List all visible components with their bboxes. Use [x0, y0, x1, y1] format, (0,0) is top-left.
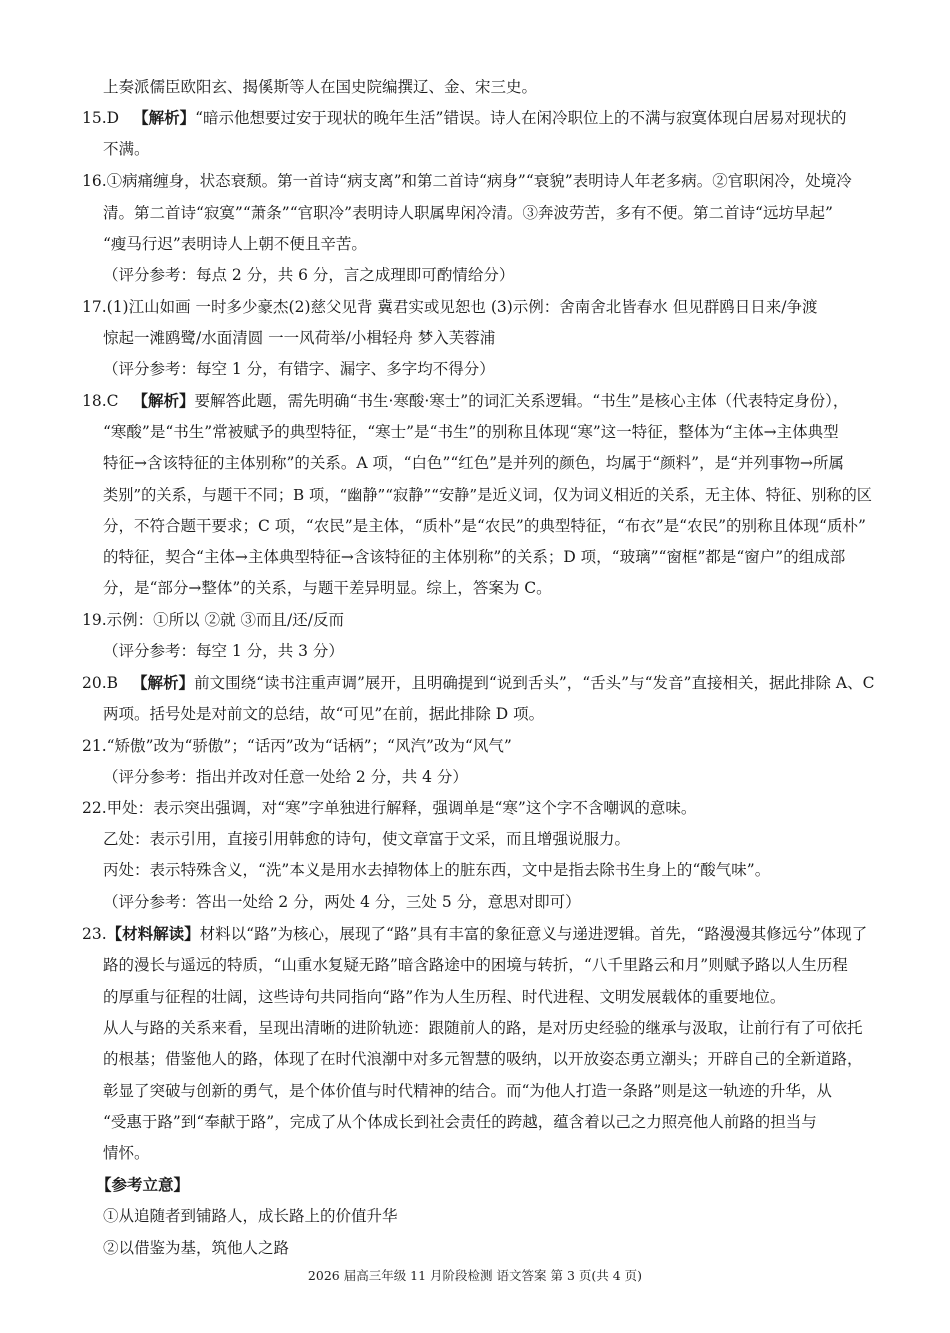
- q18-line-7: [0, 578, 950, 598]
- text: 特征→含该特征的主体别称”的关系。A 项，“白色”“红色”是并列的颜色，均属于“颜料”，是“并列事物→所属: [103, 454, 844, 472]
- q18-line-6: [0, 547, 950, 567]
- q16-scoring: [0, 265, 950, 285]
- q18-line-5: [0, 516, 950, 536]
- q17-scoring: [0, 359, 950, 379]
- reference-item: ①从追随者到铺路人，成长路上的价值升华: [103, 1207, 398, 1225]
- q17-line-2: [0, 328, 950, 348]
- question-number: 20.B: [82, 674, 119, 692]
- analysis-tag: 【解析】: [132, 391, 195, 410]
- text: “受惠于路”到“奉献于路”，完成了从个体成长到社会责任的跨越，蕴含着以己之力照亮他人前路的担当与: [103, 1113, 817, 1131]
- continuation-line: [0, 77, 950, 97]
- text: 路的漫长与遥远的特质，“山重水复疑无路”暗含路途中的困境与转折，“八千里路云和月”则赋予路以人生历程: [103, 956, 848, 974]
- q16-line-1: [0, 171, 950, 191]
- page-footer: 2026 届高三年级 11 月阶段检测 语文答案 第 3 页(共 4 页): [307, 1268, 643, 1283]
- scoring-note: （评分参考：指出并改对任意一处给 2 分，共 4 分）: [103, 768, 468, 786]
- text: 前文围绕“读书注重声调”展开，且明确提到“说到舌头”，“舌头”与“发音”直接相关，据此排除 A、C: [194, 674, 875, 692]
- text: 材料以“路”为核心，展现了“路”具有丰富的象征意义与递进逻辑。首先，“路漫漫其修远兮”体现了: [199, 925, 868, 943]
- text: 的厚重与征程的壮阔，这些诗句共同指向“路”作为人生历程、时代进程、文明发展载体的重要地位。: [103, 988, 786, 1006]
- q23-line-2: [0, 955, 950, 975]
- text: 的特征，契合“主体→主体典型特征→含该特征的主体别称”的关系；D 项，“玻璃”“窗框”都是“窗户”的组成部: [103, 548, 846, 566]
- text: 惊起一滩鸥鹭/水面清圆 一一风荷举/小楫轻舟 梦入芙蓉浦: [103, 329, 496, 347]
- text: 类别”的关系，与题干不同；B 项，“幽静”“寂静”“安静”是近义词，仅为词义相近的关系，无主体、特征、别称的区: [103, 486, 872, 504]
- text: “瘦马行迟”表明诗人上朝不便且辛苦。: [103, 235, 367, 253]
- text: 要解答此题，需先明确“书生·寒酸·寒士”的词汇关系逻辑。“书生”是核心主体（代表特定身份），: [194, 392, 849, 410]
- q22-scoring: [0, 892, 950, 912]
- reference-title: [0, 1175, 950, 1195]
- scoring-note: （评分参考：每空 1 分，共 3 分）: [103, 642, 344, 660]
- question-number: 15.D: [82, 109, 120, 127]
- text: 16.①病痛缠身，状态衰颓。第一首诗“病支离”和第二首诗“病身”“衰貌”表明诗人年老多病。②官职闲冷，处境冷: [82, 172, 852, 190]
- q23-line-7: [0, 1112, 950, 1132]
- q23-line-6: [0, 1081, 950, 1101]
- q18-line-2: [0, 422, 950, 442]
- scoring-note: （评分参考：答出一处给 2 分，两处 4 分，三处 5 分，意思对即可）: [103, 893, 581, 911]
- text: 的根基；借鉴他人的路，体现了在时代浪潮中对多元智慧的吸纳，以开放姿态勇立潮头；开辟自己的全新道路，: [103, 1050, 863, 1068]
- text: 上奏派儒臣欧阳玄、揭傒斯等人在国史院编撰辽、金、宋三史。: [103, 78, 538, 96]
- scoring-note: （评分参考：每点 2 分，共 6 分，言之成理即可酌情给分）: [103, 266, 515, 284]
- text: 22.甲处：表示突出强调，对“寒”字单独进行解释，强调单是“寒”这个字不含嘲讽的意味。: [82, 799, 697, 817]
- q22-line-1: [0, 798, 950, 818]
- text: 17.(1)江山如画 一时多少豪杰(2)慈父见背 冀君实或见恕也 (3)示例：舍南舍北皆春水 但见群鸥日日来/争渡: [82, 298, 818, 316]
- text: 分，不符合题干要求；C 项，“农民”是主体，“质朴”是“农民”的典型特征，“布衣”是“农民”的别称且体现“质朴”: [103, 517, 866, 535]
- text: 丙处：表示特殊含义，“洗”本义是用水去掉物体上的脏东西，文中是指去除书生身上的“酸气味”。: [103, 861, 771, 879]
- analysis-tag: 【解析】: [133, 108, 196, 127]
- q23-line-8: [0, 1143, 950, 1163]
- q23-line-3: [0, 987, 950, 1007]
- q22-line-3: [0, 860, 950, 880]
- scoring-note: （评分参考：每空 1 分，有错字、漏字、多字均不得分）: [103, 360, 495, 378]
- q15-line-2: [0, 139, 950, 159]
- text: 19.示例：①所以 ②就 ③而且/还/反而: [82, 611, 344, 629]
- q17-line-1: [0, 297, 950, 317]
- text: 21.“矫傲”改为“骄傲”；“话丙”改为“话柄”；“风汽”改为“风气”: [82, 737, 512, 755]
- q23-line-5: [0, 1049, 950, 1069]
- question-number: 18.C: [82, 392, 119, 410]
- q23-line-4: [0, 1018, 950, 1038]
- q22-line-2: [0, 829, 950, 849]
- q23-line-1: [0, 924, 950, 944]
- text: 不满。: [103, 140, 150, 158]
- text: “暗示他想要过安于现状的晚年生活”错误。诗人在闲冷职位上的不满与寂寞体现白居易对现状的: [195, 109, 847, 127]
- q21-scoring: [0, 767, 950, 787]
- text: 分，是“部分→整体”的关系，与题干差异明显。综上，答案为 C。: [103, 579, 552, 597]
- q18-line-3: [0, 453, 950, 473]
- text: 清。第二首诗“寂寞”“萧条”“官职冷”表明诗人职属卑闲冷清。③奔波劳苦，多有不便。第二首诗“远坊早起”: [103, 204, 833, 222]
- reference-2: [0, 1238, 950, 1258]
- analysis-tag: 【解析】: [132, 673, 195, 692]
- question-number: 23.: [82, 925, 107, 943]
- text: 从人与路的关系来看，呈现出清晰的进阶轨迹：跟随前人的路，是对历史经验的继承与汲取，让前行有了可依托: [103, 1019, 863, 1037]
- reference-heading: 【参考立意】: [96, 1175, 190, 1194]
- text: 彰显了突破与创新的勇气，是个体价值与时代精神的结合。而“为他人打造一条路”则是这一轨迹的升华，从: [103, 1082, 832, 1100]
- q18-line-1: [0, 391, 950, 411]
- q16-line-3: [0, 234, 950, 254]
- q21-line-1: [0, 736, 950, 756]
- text: 情怀。: [103, 1144, 150, 1162]
- material-tag: 【材料解读】: [106, 924, 200, 943]
- q18-line-4: [0, 485, 950, 505]
- text: “寒酸”是“书生”常被赋予的典型特征，“寒士”是“书生”的别称且体现“寒”这一特征，整体为“主体→主体典型: [103, 423, 839, 441]
- text: 两项。括号处是对前文的总结，故“可见”在前，据此排除 D 项。: [103, 705, 545, 723]
- q20-line-1: [0, 673, 950, 693]
- q19-line-1: [0, 610, 950, 630]
- q15-line-1: [0, 108, 950, 128]
- q20-line-2: [0, 704, 950, 724]
- text: 乙处：表示引用，直接引用韩愈的诗句，使文章富于文采，而且增强说服力。: [103, 830, 631, 848]
- reference-item: ②以借鉴为基，筑他人之路: [103, 1239, 290, 1257]
- reference-1: [0, 1206, 950, 1226]
- q16-line-2: [0, 203, 950, 223]
- q19-scoring: [0, 641, 950, 661]
